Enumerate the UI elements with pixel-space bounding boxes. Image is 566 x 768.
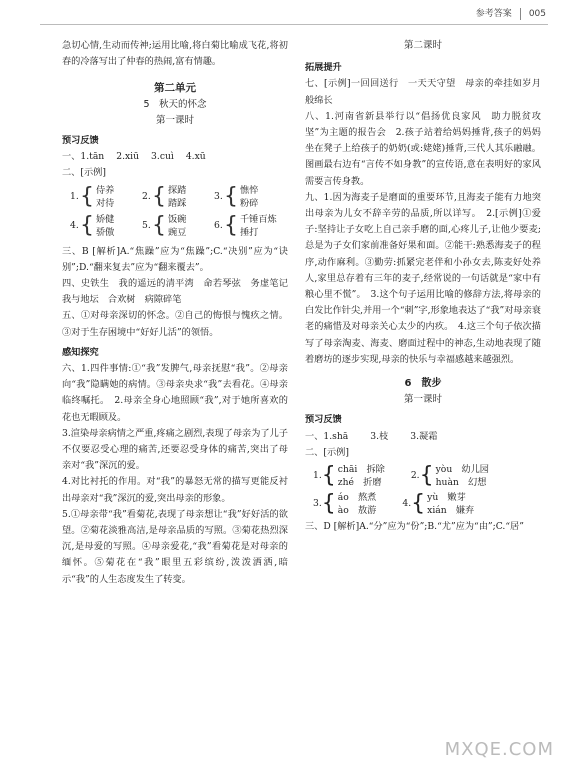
header-title: 参考答案 [475, 9, 512, 19]
header-rule [40, 24, 548, 25]
pair-word: 骄傲 [96, 226, 115, 238]
q1-item: 一、1.tān [62, 151, 105, 163]
pair-word: 憔悴 [240, 184, 259, 196]
pair-word: 捶打 [240, 226, 259, 238]
pinyin-word: yù 嫩芽 [427, 492, 466, 504]
watermark-text: MXQE.COM [444, 739, 554, 760]
q1-item: 3.cuì [151, 151, 174, 163]
intro-paragraph: 急切心情,生动而传神;运用比喻,将白菊比喻成飞花,将初春的冷落写出了仲春的热闹,富有情趣。 [62, 40, 288, 68]
section-heading-explore: 感知探究 [62, 346, 99, 358]
q4-answer: 四、史铁生 我的遥远的清平湾 命若琴弦 务虚笔记 我与地坛 合欢树 病隙碎笔 [62, 278, 298, 306]
period-title: 第一课时 [403, 394, 442, 406]
q1b-item: 一、1.shā [305, 430, 349, 442]
pinyin-word: xián 嫌弃 [427, 505, 475, 517]
left-column [62, 38, 298, 588]
q9-answer: 九、1.因为海麦子是磨面的重要环节,且海麦子能有力地突出母亲为儿女不辞辛劳的品质,所以详写。 2.[示例]①爱子:坚持让子女吃上自己亲手磨的面,心疼儿子,让他少要麦;总是为子女们家前准备好果和面。②能干:熟悉海麦子的程序,动作麻利。③勤劳:抓紧完老伴和小孙女去,陈麦好处养人,家里总存着有三年的麦子,经常说的一句话就是“家中有粮心里不慌”。 3.这个句子运用比喻的修辞方法,将母亲的白发比作针尖,并用一个“刺”字,形象地表达了“我”对母亲衰老的痛惜及对母亲关心太少的内疚。 4.这三个句子依次描写了母亲淘麦、海麦、磨面过程中的神态,生动地表现了随着磨坊的逐步实现,母亲的快乐与幸福感越来越强烈。 [305, 191, 541, 365]
q2b-label: 二、[示例] [305, 446, 349, 458]
section-heading-preview: 预习反馈 [305, 414, 342, 426]
q1-item: 2.xiū [116, 151, 140, 163]
pinyin-group [313, 463, 385, 489]
page-number: 005 [528, 9, 546, 19]
pair-number: 3. [214, 190, 223, 202]
right-column [305, 38, 541, 535]
pinyin-number: 2. [410, 469, 420, 481]
q1b-item: 3.凝霜 [410, 430, 438, 442]
brace-icon: { [224, 183, 238, 209]
q2-label: 二、[示例] [62, 167, 106, 179]
brace-icon: { [419, 463, 434, 489]
pinyin-word: chāi 拆除 [337, 464, 385, 476]
q1b-answers [305, 429, 541, 445]
q6-part: 3.渲染母亲病情之严重,疼痛之剧烈,表现了母亲为了儿子不仅要忍受心理的痛苦,还要忍受身体的痛苦,突出了母亲对“我”深沉的爱。 [62, 427, 288, 472]
pair-word: 娇健 [96, 213, 115, 225]
q8-answer: 八、1.河南省新县举行以“倡扬优良家风 助力脱贫攻坚”为主题的报告会 2.孩子站着给妈妈捶背,孩子的妈妈坐在凳子上给孩子的奶奶(或:姥姥)捶背,三代人其乐融融。图画最右边有“言传不如身教”的宣传语,意在表明好的家风需要言传身教。 [305, 110, 541, 187]
pinyin-group [411, 463, 489, 489]
pinyin-number: 1. [313, 469, 322, 481]
brace-icon: { [152, 212, 166, 238]
pinyin-number: 3. [313, 497, 322, 509]
pair-word: 探踏 [168, 184, 187, 196]
pair-word: 千锤百炼 [240, 213, 277, 225]
q6-part: 4.对比衬托的作用。对“我”的暴怒无常的描写更能反衬出母亲对“我”深沉的爱,突出母亲的形象。 [62, 476, 288, 504]
brace-icon: { [411, 491, 426, 517]
q3-answer: 三、B [解析]A.“焦躁”应为“焦躁”;C.“决别”应为“诀别”;D.“翻来复去”应为“翻来覆去”。 [62, 245, 288, 273]
period-title: 第二课时 [403, 40, 442, 51]
pinyin-word: áo 熬煮 [337, 492, 377, 504]
brace-icon: { [321, 491, 336, 517]
brace-icon: { [152, 183, 166, 209]
word-pair [214, 184, 286, 210]
pinyin-row [305, 491, 541, 517]
word-pair [142, 213, 214, 239]
pair-number: 6. [214, 219, 223, 231]
pair-word: 侍养 [96, 184, 115, 196]
pinyin-word: zhé 折磨 [337, 477, 382, 489]
pinyin-group [402, 491, 474, 517]
q1b-item: 3.枝 [370, 430, 389, 442]
brace-icon: { [80, 183, 94, 209]
unit-title: 第二单元 [154, 82, 196, 95]
q6-part: 六、1.四件事情:①“我”发脾气,母亲抚慰“我”。②母亲向“我”隐瞒她的病情。③母亲央求“我”去看花。④母亲临终嘱托。 2.母亲全身心地照顾“我”,对于她所喜欢的花也无暇顾及。 [62, 363, 288, 423]
word-pair [70, 213, 142, 239]
pair-word: 饭碗 [168, 213, 187, 225]
word-pair [70, 184, 142, 210]
word-pair [142, 184, 214, 210]
pair-word: 踏踩 [168, 197, 187, 209]
brace-icon: { [224, 212, 238, 238]
pair-word: 对待 [96, 197, 115, 209]
pair-number: 4. [70, 219, 79, 231]
q1-item: 4.xū [185, 151, 206, 163]
q1-answers [62, 149, 288, 165]
pinyin-word: ào 敖游 [337, 505, 377, 517]
q7-answer: 七、[示例]一回回送行 一天天守望 母亲的牵挂如岁月般绵长 [305, 78, 541, 106]
pair-word: 豌豆 [168, 226, 187, 238]
lesson-title: 5 秋天的怀念 [143, 98, 207, 110]
q3b-answer: 三、D [解析]A.“分”应为“份”;B.“尤”应为“由”;C.“居” [305, 521, 524, 533]
q6-part: 5.①母亲带“我”看菊花,表现了母亲想让“我”好好活的欲望。②菊花淡雅高洁,是母亲品质的写照。③菊花热烈深沉,是母爱的写照。④母亲爱花,“我”看菊花是对母亲的缅怀。⑤菊花在“我”眼里五彩缤纷,泼泼洒洒,暗示“我”的人生态度发生了转变。 [62, 508, 288, 585]
brace-icon: { [321, 463, 336, 489]
pair-number: 1. [70, 190, 79, 202]
word-pair [214, 213, 286, 239]
brace-icon: { [80, 212, 94, 238]
pinyin-row [305, 463, 541, 489]
pinyin-number: 4. [402, 497, 412, 509]
section-heading-extension: 拓展提升 [305, 62, 342, 74]
section-heading-preview: 预习反馈 [62, 135, 99, 147]
pinyin-word: yòu 幼儿园 [435, 464, 489, 476]
page-header [476, 6, 546, 20]
pair-number: 2. [142, 190, 151, 202]
pair-word: 粉碎 [240, 197, 259, 209]
period-title: 第一课时 [155, 114, 194, 126]
pinyin-group [313, 491, 376, 517]
q5-answer: 五、①对母亲深切的怀念。②自己的悔恨与愧疚之情。③对于生存困境中“好好儿活”的领悟。 [62, 310, 288, 338]
pinyin-word: huàn 幻想 [435, 477, 487, 489]
lesson-title: 6 散步 [404, 378, 442, 390]
header-divider [520, 8, 521, 20]
pair-number: 5. [142, 219, 151, 231]
q2-word-pairs [70, 184, 288, 242]
